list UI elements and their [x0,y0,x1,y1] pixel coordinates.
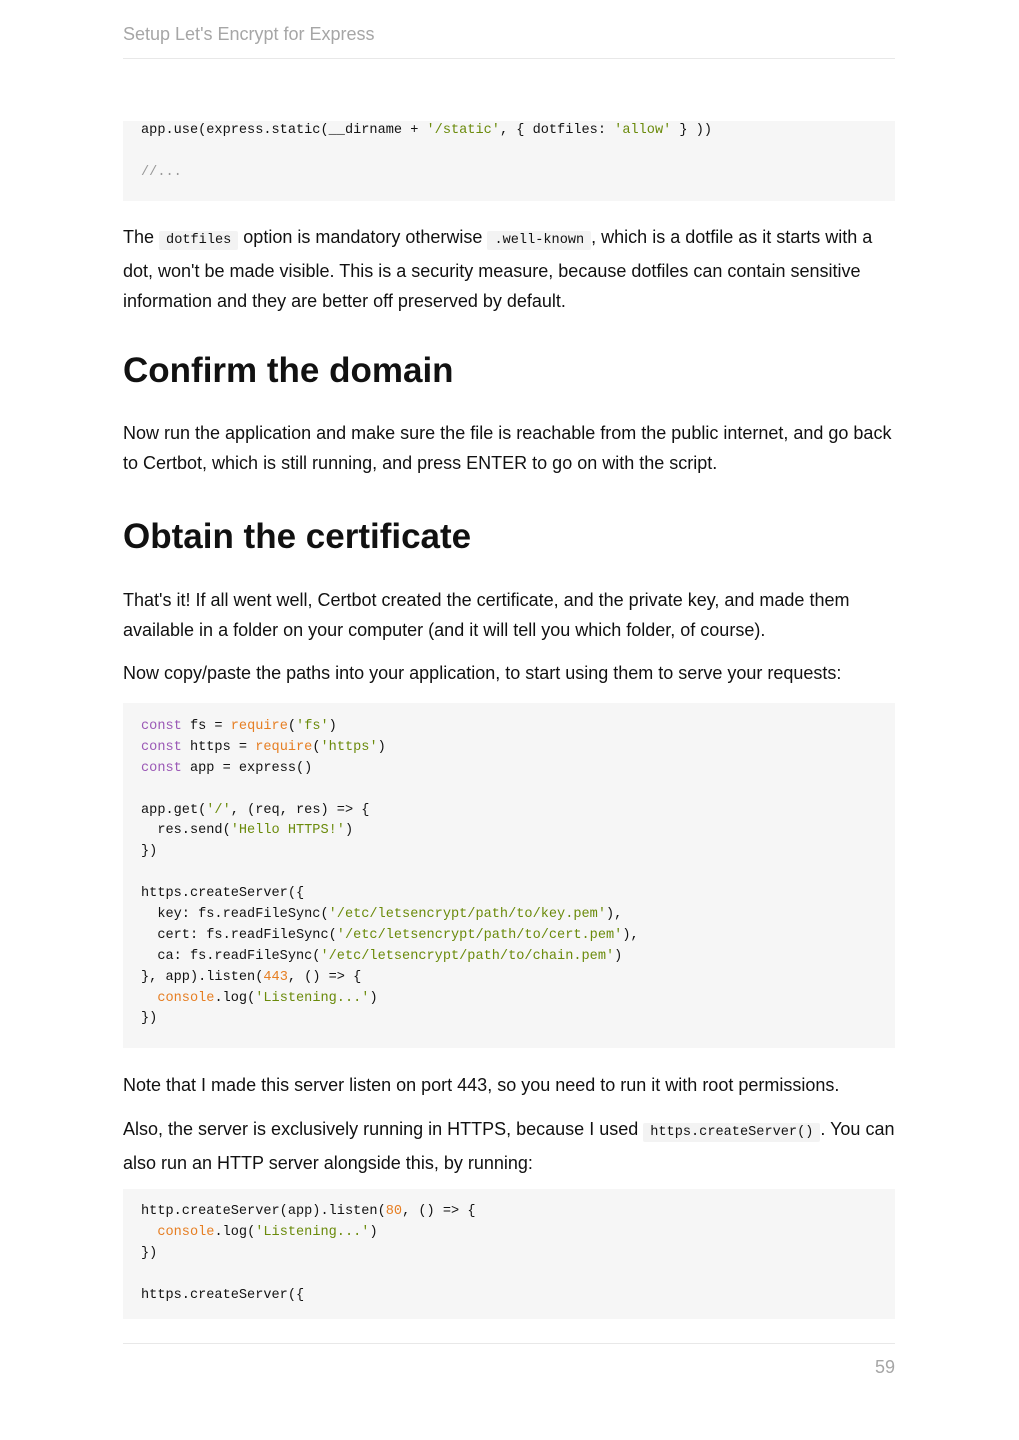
code-token: https.createServer({ [141,886,305,902]
code-token: '/etc/letsencrypt/path/to/cert.pem' [336,927,623,943]
code-token: app.use(express.static(__dirname + [141,123,427,138]
code-token: require [230,719,288,734]
code-token: const [141,719,182,734]
code-token: , (req, res) => { [230,802,370,818]
code-token: }) [141,1245,158,1261]
code-line [141,1286,877,1307]
code-token: https = [181,739,256,755]
text-span: Also, the server is exclusively running in HTTPS, because I used [123,1119,644,1139]
code-token: .log( [214,1224,256,1240]
code-token: , () => { [287,969,362,985]
code-line [141,926,877,947]
code-token: fs = [181,719,231,734]
code-block-https-server [123,703,895,1048]
paragraph-note-port: Note that I made this server listen on port 443, so you need to run it with root permissions. [123,1075,840,1095]
code-line [141,884,877,905]
code-token: 'fs' [296,719,329,734]
code-token: }, app).listen( [141,969,264,985]
paragraph-dotfiles [123,222,895,316]
code-token: ) [377,739,386,755]
code-token: }) [141,844,158,860]
code-token: 80 [385,1204,403,1219]
code-block-http-server [123,1189,895,1319]
code-token: .log( [214,990,256,1006]
code-line [141,968,877,989]
inline-code-well-known: .well-known [487,231,591,250]
code-token: ( [312,739,321,755]
code-token: ) [328,719,337,734]
text-span: , which is a dotfile as it starts with a dot, won't be made visible. This is a security measure, because dotfiles can contain sensitive information and they are better off preserved by default. [123,227,873,311]
code-line [141,989,877,1010]
paragraph-thats-it: That's it! If all went well, Certbot created the certificate, and the private key, and made them available in a folder on your computer (and it will tell you which folder, of course). [123,590,850,640]
code-block-static-middleware [123,121,895,201]
code-token: console [157,990,215,1006]
code-line [141,863,877,884]
header-divider [123,58,895,59]
text-span: The [123,227,160,247]
code-token: ) [614,948,623,964]
code-line [141,759,877,780]
code-token: 443 [263,969,288,985]
paragraph-also-https [123,1114,895,1178]
code-token: '/etc/letsencrypt/path/to/key.pem' [328,907,606,923]
code-line [141,780,877,801]
code-line [141,142,877,163]
inline-code-dotfiles: dotfiles [159,231,238,250]
code-token: ) [344,823,354,839]
code-line [141,717,877,738]
code-token [141,991,157,1006]
code-token: } )) [671,123,713,138]
code-token: , () => { [402,1204,476,1219]
code-token: '/etc/letsencrypt/path/to/chain.pem' [320,948,615,964]
heading-obtain-certificate: Obtain the certificate [123,517,472,556]
code-token: 'https' [320,739,378,755]
code-token: }) [141,1011,158,1027]
code-token: 'Listening...' [255,990,370,1006]
text-span: option is mandatory otherwise [238,227,488,247]
code-token: app.get( [141,802,207,818]
code-token: https.createServer({ [141,1287,305,1303]
code-token: ), [605,907,623,923]
code-token: console [157,1224,215,1240]
code-line [141,1202,877,1223]
code-line [141,1223,877,1244]
code-token: app = express() [181,760,313,776]
code-line [141,1265,877,1286]
code-line [141,842,877,863]
code-line [141,121,877,142]
code-line [141,947,877,968]
page-number: 59 [874,1357,895,1377]
code-line [141,1244,877,1265]
code-line [141,801,877,822]
code-token: ) [369,990,378,1006]
code-token: '/' [206,802,231,818]
heading-confirm-domain: Confirm the domain [123,351,454,390]
code-line [141,821,877,842]
code-token: 'allow' [614,123,672,138]
code-token: cert: fs.readFileSync( [141,927,337,943]
footer-divider [123,1343,895,1344]
code-token: //... [141,164,182,180]
text-span: . You can also run an HTTP server alongside this, by running: [123,1119,895,1173]
code-token: 'Hello HTTPS!' [230,823,345,839]
inline-code-create-server: https.createServer() [643,1123,820,1142]
code-token: ( [287,719,297,734]
code-token: ca: fs.readFileSync( [141,948,321,964]
code-line [141,738,877,759]
code-line [141,905,877,926]
paragraph-copy-paste: Now copy/paste the paths into your application, to start using them to serve your requests: [123,663,842,683]
code-line [141,1009,877,1030]
code-token: ), [622,927,639,943]
code-token [141,1225,157,1240]
code-token: ) [369,1224,378,1240]
code-token: const [141,739,182,755]
code-line [141,163,877,184]
code-token: key: fs.readFileSync( [141,907,329,923]
code-token: '/static' [426,123,500,138]
running-header: Setup Let's Encrypt for Express [123,24,375,44]
code-token: res.send( [141,823,231,839]
code-token: require [255,739,313,755]
code-token: , { dotfiles: [499,123,615,138]
document-page [123,0,895,1440]
paragraph-confirm-domain: Now run the application and make sure the file is reachable from the public internet, and go back to Certbot, which is still running, and press ENTER to go on with the script. [123,423,892,473]
code-token: http.createServer(app).listen( [141,1204,386,1219]
code-token: const [141,760,182,776]
code-token: 'Listening...' [255,1224,370,1240]
